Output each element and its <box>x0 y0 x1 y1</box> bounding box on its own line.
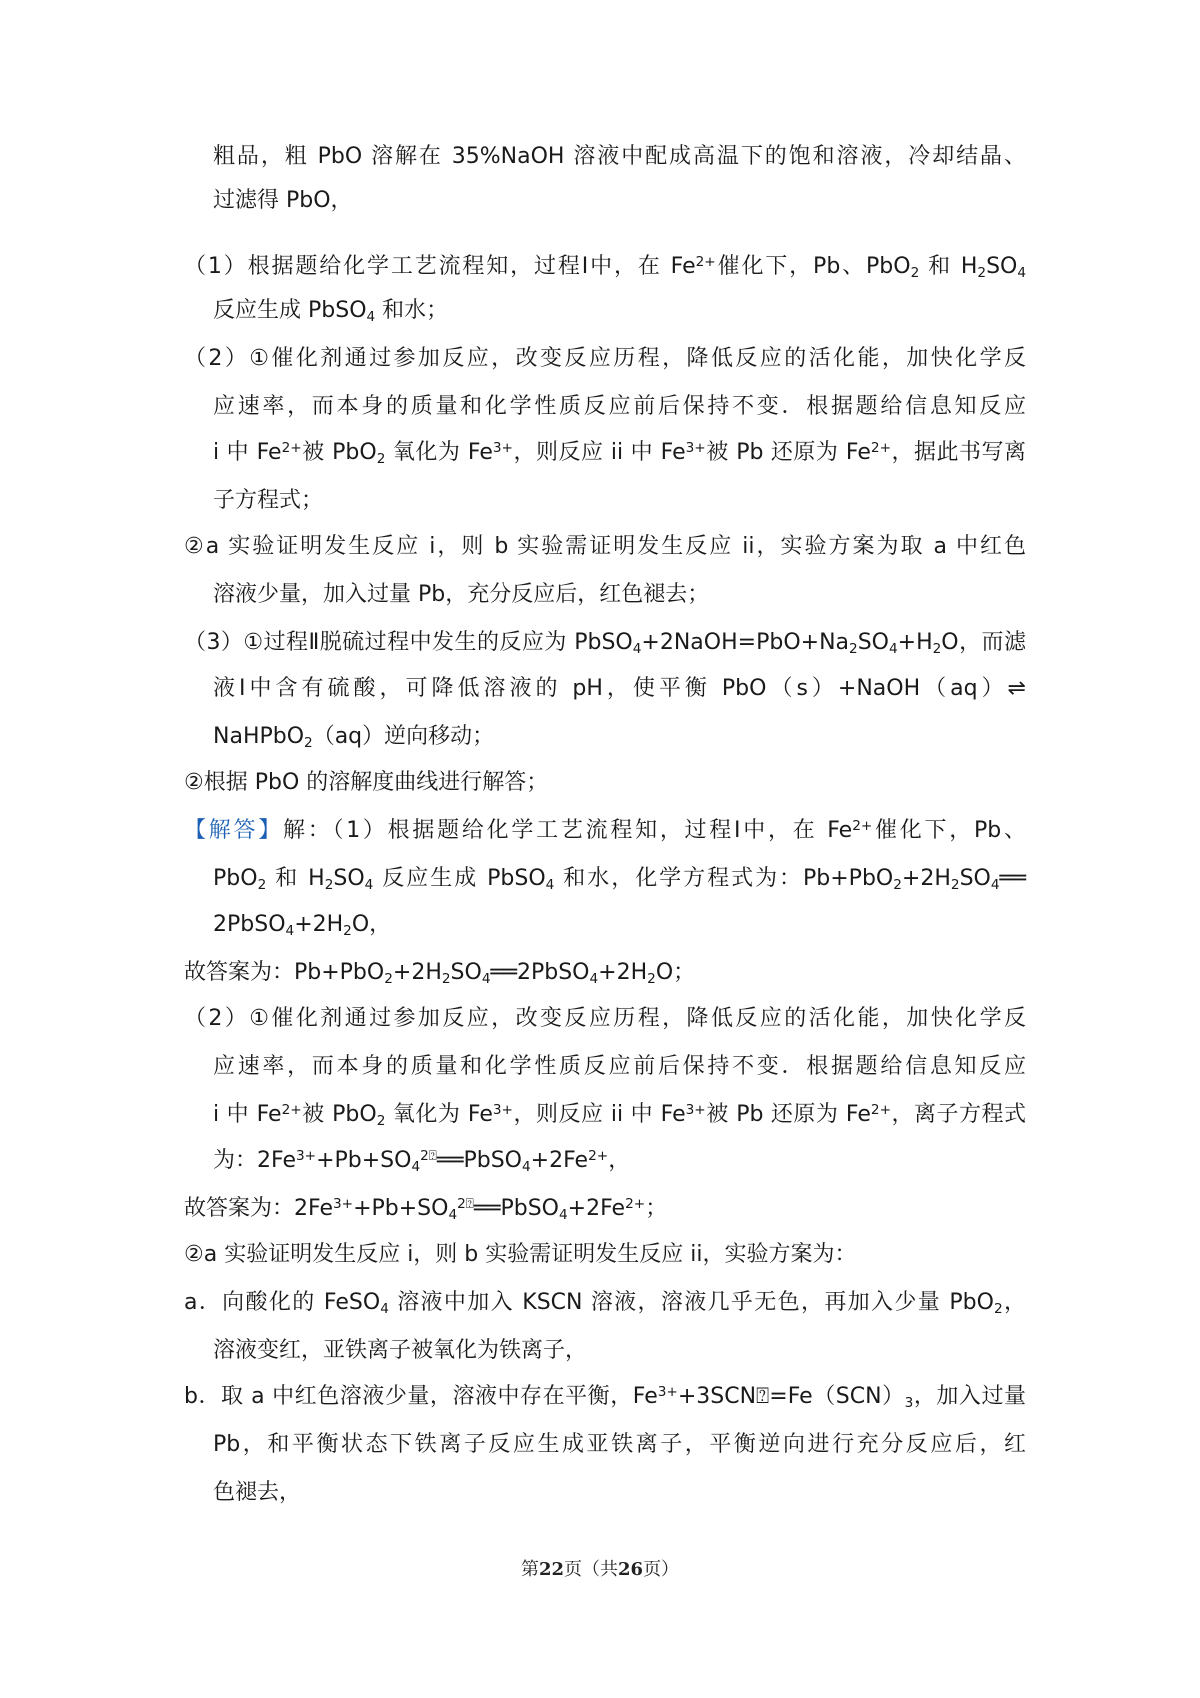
text-line: PbO$_2$ 和 $H_2SO_4$ 反应生成 PbSO$_4$ 和水，化学方程式为：$Pb+PbO_2+2H_2SO_4══$ <box>213 866 1027 894</box>
text-line: （3）①过程Ⅱ脱硫过程中发生的反应为 $PbSO_4+2NaOH=PbO+Na_2SO_4+H_2O$，而滤 <box>184 630 1026 658</box>
text-line: b．取 a 中红色溶液少量，溶液中存在平衡，$Fe^{3+}+3SCN⍰=Fe(SCN)_3$，加入过量 <box>184 1383 1026 1412</box>
text-line: （2）①催化剂通过参加反应，改变反应历程，降低反应的活化能，加快化学反 <box>184 346 1026 371</box>
text-line: NaHPbO$_2$（aq）逆向移动； <box>213 724 495 752</box>
text-line: i 中 $Fe^{2+}$被 PbO$_2$ 氧化为 $Fe^{3+}$，则反应 ii 中 $Fe^{3+}$被 Pb 还原为 $Fe^{2+}$，据此书写离 <box>213 439 1026 468</box>
text-line: $2PbSO_4+2H_2O$， <box>213 912 392 940</box>
text-line: （2）①催化剂通过参加反应，改变反应历程，降低反应的活化能，加快化学反 <box>184 1006 1026 1031</box>
text-line: 应速率，而本身的质量和化学性质反应前后保持不变．根据题给信息知反应 <box>213 1054 1026 1079</box>
text-line: （1）根据题给化学工艺流程知，过程Ⅰ中，在 $Fe^{2+}$催化下，Pb、PbO$_2$ 和 $H_2SO_4$ <box>184 253 1027 282</box>
text-line: ②a 实验证明发生反应 i，则 b 实验需证明发生反应 ii，实验方案为取 a 中红色 <box>184 534 1026 559</box>
text-line: 故答案为：$2Fe^{3+}+Pb+SO_4^{2⍰}══PbSO_4+2Fe^{2+}$； <box>184 1195 668 1224</box>
total-page-count: 26 <box>618 1559 644 1580</box>
text-line: 溶液变红，亚铁离子被氧化为铁离子， <box>213 1338 588 1363</box>
text-line: 粗品，粗 PbO 溶解在 35%NaOH 溶液中配成高温下的饱和溶液，冷却结晶、 <box>213 144 1026 169</box>
text-line: 故答案为：$Pb+PbO_2+2H_2SO_4══2PbSO_4+2H_2O$； <box>184 960 696 988</box>
page-footer: 第22页（共26页） <box>520 1559 680 1580</box>
text-line: 液Ⅰ中含有硫酸，可降低溶液的 pH，使平衡 PbO（s）+NaOH（aq）⇌ <box>213 676 1026 701</box>
text-line: i 中 $Fe^{2+}$被 PbO$_2$ 氧化为 $Fe^{3+}$，则反应 ii 中 $Fe^{3+}$被 Pb 还原为 $Fe^{2+}$，离子方程式 <box>213 1101 1026 1130</box>
text-line: a．向酸化的 FeSO$_4$ 溶液中加入 KSCN 溶液，溶液几乎无色，再加入少量 PbO$_2$， <box>184 1290 1026 1318</box>
text-line: 子方程式； <box>213 488 324 513</box>
text-line: 应速率，而本身的质量和化学性质反应前后保持不变．根据题给信息知反应 <box>213 394 1026 419</box>
text-line: 溶液少量，加入过量 Pb，充分反应后，红色褪去； <box>213 582 710 607</box>
text-line: 为：$2Fe^{3+}+Pb+SO_4^{2⍰}══PbSO_4+2Fe^{2+}$， <box>213 1147 631 1176</box>
text-line: ②根据 PbO 的溶解度曲线进行解答； <box>184 770 549 795</box>
text-line: ②a 实验证明发生反应 i，则 b 实验需证明发生反应 ii，实验方案为： <box>184 1242 857 1267</box>
text-line: 【解答】解：（1）根据题给化学工艺流程知，过程Ⅰ中，在 $Fe^{2+}$催化下，Pb、 <box>184 817 1026 843</box>
text-line: 反应生成 PbSO$_4$ 和水； <box>213 298 449 326</box>
text-line: 色褪去， <box>213 1480 302 1505</box>
text-line: Pb，和平衡状态下铁离子反应生成亚铁离子，平衡逆向进行充分反应后，红 <box>213 1432 1026 1457</box>
answer-label: 【解答】 <box>184 818 283 843</box>
text-line: 过滤得 PbO， <box>213 188 353 213</box>
current-page-number: 22 <box>538 1559 564 1580</box>
